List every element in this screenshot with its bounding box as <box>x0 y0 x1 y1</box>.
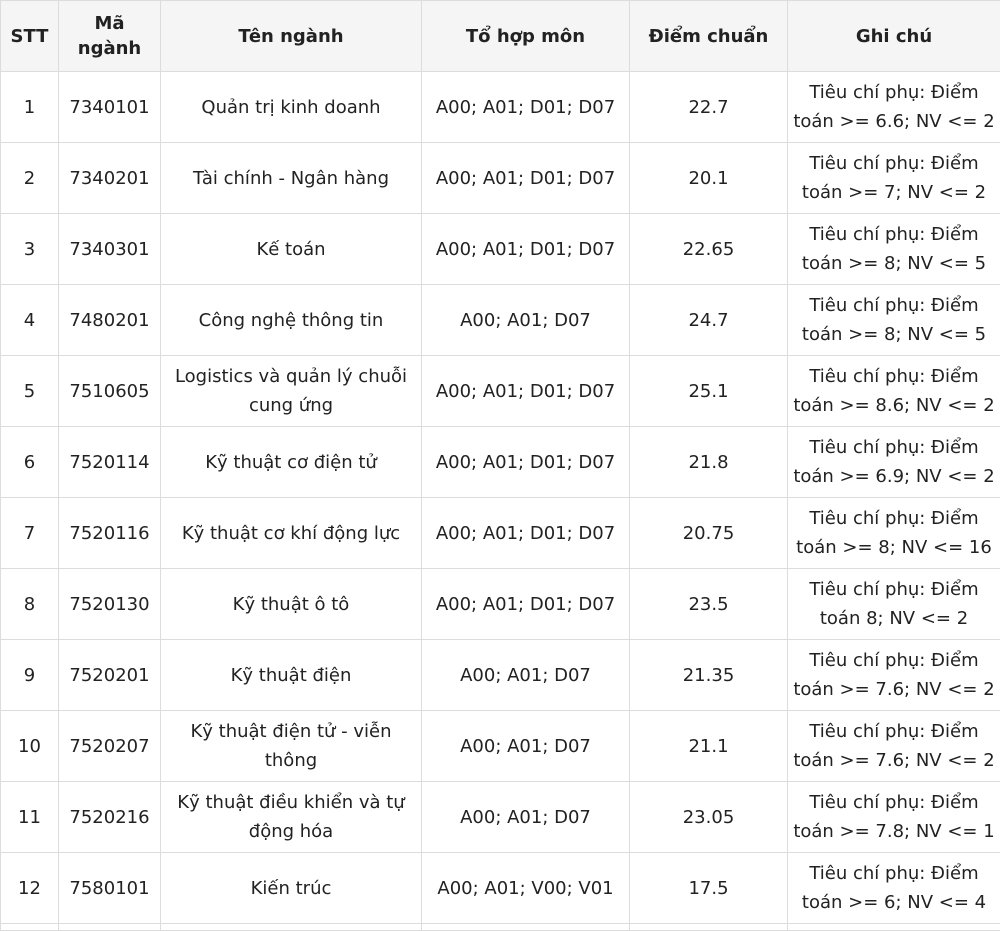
cell-stt: 7 <box>1 498 59 569</box>
cell-name: Kế toán <box>161 214 422 285</box>
cell-note: Tiêu chí phụ: Điểm toán >= 7; NV <= 2 <box>788 143 1000 214</box>
cell-stt: 1 <box>1 72 59 143</box>
cell-score: 25.1 <box>630 356 788 427</box>
header-name: Tên ngành <box>161 1 422 72</box>
cell-code: 7340301 <box>59 214 161 285</box>
header-note: Ghi chú <box>788 1 1000 72</box>
cell-stt: 10 <box>1 711 59 782</box>
cell-combo: A00; A01; D07 <box>422 711 630 782</box>
cell-combo: A00; A01; D01; D07 <box>422 143 630 214</box>
cell-combo: A00; A01; D01; D07 <box>422 214 630 285</box>
cell-code: 7340101 <box>59 72 161 143</box>
table-row <box>1 711 1000 782</box>
cell-note: Tiêu chí phụ: Điểm toán >= 7.6; NV <= 2 <box>788 711 1000 782</box>
cell-score: 21.35 <box>630 640 788 711</box>
table-row <box>1 72 1000 143</box>
table-row <box>1 640 1000 711</box>
cell-score: 21.8 <box>630 427 788 498</box>
cell-stt: 8 <box>1 569 59 640</box>
cell-stt: 2 <box>1 143 59 214</box>
cell-name: Kỹ thuật cơ điện tử <box>161 427 422 498</box>
cell-note: Tiêu chí phụ: Điểm toán >= 8.6; NV <= 2 <box>788 356 1000 427</box>
header-code: Mã ngành <box>59 1 161 72</box>
cell-score: 22.7 <box>630 72 788 143</box>
cell-stt: 3 <box>1 214 59 285</box>
cell-name: Logistics và quản lý chuỗi cung ứng <box>161 356 422 427</box>
table-row <box>1 285 1000 356</box>
table-row <box>1 356 1000 427</box>
header-stt: STT <box>1 1 59 72</box>
table-row <box>1 214 1000 285</box>
cell-score: 21.1 <box>630 711 788 782</box>
cell-stt: 4 <box>1 285 59 356</box>
header-row <box>1 1 1000 72</box>
cell-name: Tài chính - Ngân hàng <box>161 143 422 214</box>
cell-code: 7340201 <box>59 143 161 214</box>
cell-code: 7520114 <box>59 427 161 498</box>
cell-code: 7480201 <box>59 285 161 356</box>
cell-score: 20.1 <box>630 143 788 214</box>
cell-combo: A00; A01; D01; D07 <box>422 569 630 640</box>
cell-code: 7520207 <box>59 711 161 782</box>
cell-score: 23.5 <box>630 569 788 640</box>
cell-stt: 5 <box>1 356 59 427</box>
cell-name: Kỹ thuật ô tô <box>161 569 422 640</box>
cell-code: 7520116 <box>59 498 161 569</box>
cell-empty <box>788 924 1000 931</box>
cell-empty <box>59 924 161 931</box>
cell-code: 7580101 <box>59 853 161 924</box>
cell-note: Tiêu chí phụ: Điểm toán >= 6; NV <= 4 <box>788 853 1000 924</box>
cell-combo: A00; A01; D01; D07 <box>422 498 630 569</box>
cell-note: Tiêu chí phụ: Điểm toán >= 6.9; NV <= 2 <box>788 427 1000 498</box>
cell-code: 7520201 <box>59 640 161 711</box>
cell-stt: 12 <box>1 853 59 924</box>
cell-name: Quản trị kinh doanh <box>161 72 422 143</box>
cell-score: 20.75 <box>630 498 788 569</box>
cell-score: 17.5 <box>630 853 788 924</box>
cell-name: Kỹ thuật điều khiển và tự động hóa <box>161 782 422 853</box>
table-row <box>1 143 1000 214</box>
cell-combo: A00; A01; D07 <box>422 640 630 711</box>
cell-note: Tiêu chí phụ: Điểm toán >= 8; NV <= 5 <box>788 285 1000 356</box>
cell-note: Tiêu chí phụ: Điểm toán >= 7.8; NV <= 1 <box>788 782 1000 853</box>
cell-note: Tiêu chí phụ: Điểm toán >= 8; NV <= 16 <box>788 498 1000 569</box>
header-combo: Tổ hợp môn <box>422 1 630 72</box>
cell-note: Tiêu chí phụ: Điểm toán >= 8; NV <= 5 <box>788 214 1000 285</box>
cell-note: Tiêu chí phụ: Điểm toán >= 7.6; NV <= 2 <box>788 640 1000 711</box>
cell-combo: A00; A01; D01; D07 <box>422 356 630 427</box>
table-row-cutoff <box>1 924 1000 931</box>
cell-combo: A00; A01; D01; D07 <box>422 427 630 498</box>
cell-empty <box>161 924 422 931</box>
cell-combo: A00; A01; D07 <box>422 782 630 853</box>
cell-code: 7520130 <box>59 569 161 640</box>
cell-name: Kỹ thuật điện tử - viễn thông <box>161 711 422 782</box>
cell-name: Kiến trúc <box>161 853 422 924</box>
cell-code: 7520216 <box>59 782 161 853</box>
header-score: Điểm chuẩn <box>630 1 788 72</box>
cell-code: 7510605 <box>59 356 161 427</box>
table-body <box>1 72 1000 931</box>
table-row <box>1 853 1000 924</box>
cell-score: 23.05 <box>630 782 788 853</box>
table-row <box>1 569 1000 640</box>
cell-combo: A00; A01; D07 <box>422 285 630 356</box>
cell-note: Tiêu chí phụ: Điểm toán >= 6.6; NV <= 2 <box>788 72 1000 143</box>
cell-name: Kỹ thuật điện <box>161 640 422 711</box>
table-row <box>1 498 1000 569</box>
cell-note: Tiêu chí phụ: Điểm toán 8; NV <= 2 <box>788 569 1000 640</box>
cell-name: Công nghệ thông tin <box>161 285 422 356</box>
cell-score: 22.65 <box>630 214 788 285</box>
table-header <box>1 1 1000 72</box>
cell-score: 24.7 <box>630 285 788 356</box>
cell-stt: 9 <box>1 640 59 711</box>
cell-stt: 6 <box>1 427 59 498</box>
cell-empty <box>422 924 630 931</box>
table-row <box>1 782 1000 853</box>
cell-name: Kỹ thuật cơ khí động lực <box>161 498 422 569</box>
cell-combo: A00; A01; V00; V01 <box>422 853 630 924</box>
table-row <box>1 427 1000 498</box>
cell-empty <box>1 924 59 931</box>
cell-combo: A00; A01; D01; D07 <box>422 72 630 143</box>
cell-empty <box>630 924 788 931</box>
cell-stt: 11 <box>1 782 59 853</box>
